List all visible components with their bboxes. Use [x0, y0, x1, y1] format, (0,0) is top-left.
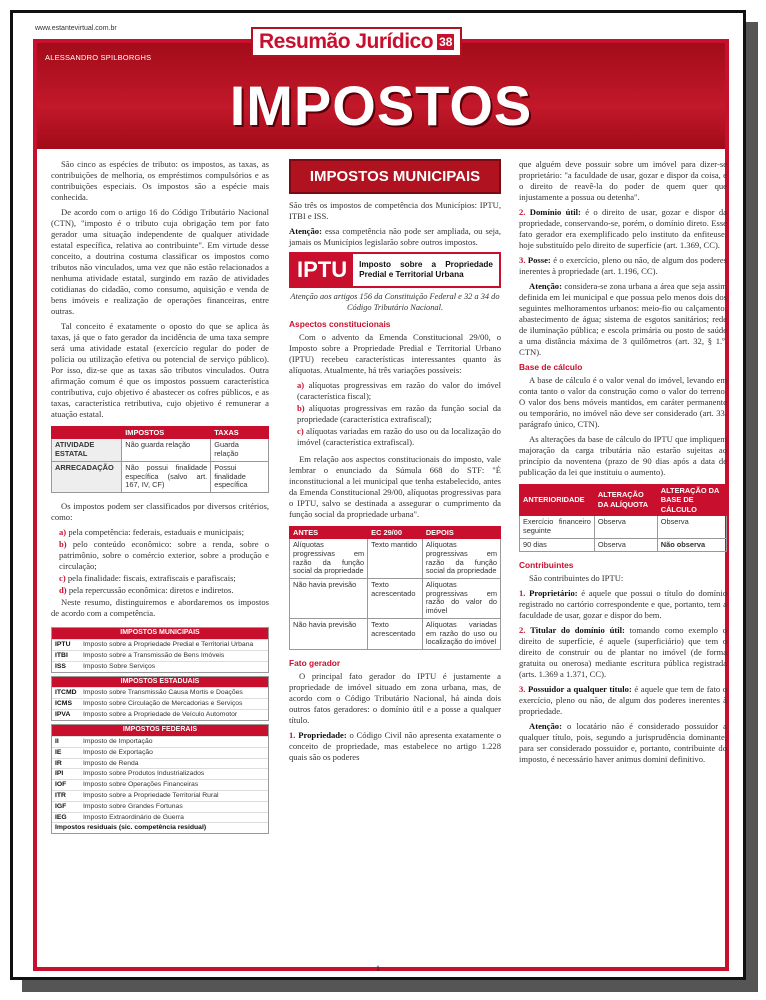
numbered-item: 3. Posse: é o exercício, pleno ou não, de algum dos poderes inerentes à propriedade (art. 1.196, CC). — [519, 255, 727, 276]
header-banner — [37, 30, 725, 149]
federal-taxes-box — [51, 724, 269, 834]
table-cell: Não observa — [657, 538, 726, 552]
aliquot-list — [289, 380, 501, 448]
summary-paragraph: Neste resumo, distinguiremos e abordaremos os impostos de acordo com a competência. — [51, 597, 269, 619]
box-title: IMPOSTOS FEDERAIS — [52, 725, 268, 736]
tax-row: IOF Imposto sobre Operações Financeiras — [52, 779, 268, 790]
series-number: 38 — [439, 35, 453, 49]
tax-row: II Imposto de Importação — [52, 736, 268, 747]
state-taxes-box — [51, 676, 269, 721]
tax-row: IE Imposto de Exportação — [52, 747, 268, 758]
numbered-item: 3. Possuidor a qualquer título: é aquele que tem de fato o exercício, pleno ou não, de algum dos poderes inerentes à propriedade. — [519, 684, 728, 717]
table-header — [52, 427, 122, 439]
anterioridade-table — [519, 484, 727, 553]
table-cell: Guarda relação — [211, 439, 269, 461]
table-cell: Alíquotas progressivas em razão da função social da propriedade — [422, 539, 500, 579]
subheading: Base de cálculo — [519, 362, 583, 372]
tax-row: ITCMD Imposto sobre Transmissão Causa Mortis e Doações — [52, 687, 268, 698]
table-header: ALTERAÇÃO DA BASE DE CÁLCULO — [657, 484, 726, 515]
table-cell: Observa — [594, 538, 657, 552]
list-item: d) pela repercussão econômica: diretos e indiretos. — [59, 585, 234, 596]
table-cell: Exercício financeiro seguinte — [520, 516, 595, 538]
municipal-taxes-box — [51, 627, 269, 672]
fato-gerador-paragraph: O principal fato gerador do IPTU é justamente a propriedade de imóvel situado em zona urbana, mas, de acordo com o Código Tributário Nacional, há ainda dois outros fatos geradores: o domínio útil e a posse a qualquer título. — [289, 670, 501, 725]
list-item: b) pelo conteúdo econômico: sobre a renda, sobre o patrimônio, sobre o comércio exterior, sobre a produção e circulação; — [59, 539, 269, 572]
list-item: b) alíquotas progressivas em razão da função social da propriedade (característica extrafiscal); — [297, 402, 501, 424]
tax-row: ITBI Imposto sobre a Transmissão de Bens Imóveis — [52, 650, 268, 661]
table-cell: ARRECADAÇÃO — [52, 461, 122, 492]
table-row — [290, 579, 501, 619]
intro-paragraph: São cinco as espécies de tributo: os impostos, as taxas, as contribuições de melhoria, os empréstimos compulsórios e as contribuições especiais. Os impostos são a espécie mais conhecida. — [51, 159, 269, 202]
contribuintes-paragraph: São contribuintes do IPTU: — [529, 573, 624, 584]
page-title: IMPOSTOS — [229, 74, 533, 137]
site-url: www.estantevirtual.com.br — [35, 25, 117, 32]
box-title: IMPOSTOS MUNICIPAIS — [52, 628, 268, 639]
series-name: Resumão Jurídico — [259, 30, 434, 53]
table-cell: 90 dias — [520, 538, 595, 552]
table-cell: Possui finalidade específica — [211, 461, 269, 492]
iptu-name: Imposto sobre a Propriedade Predial e Territorial Urbana — [359, 260, 493, 280]
sumula-paragraph: Em relação aos aspectos constitucionais do imposto, vale lembrar o enunciado da Súmula 668 do STF: "É inconstitucional a lei municipal que tenha estabelecido, antes da Emenda Constitucional 29/00, alíquotas progressivas para o IPTU, salvo se destinada a assegurar o cumprimento da função social da propriedade urbana". — [289, 453, 501, 519]
table-header: ALTERAÇÃO DA ALÍQUOTA — [594, 484, 657, 515]
list-item: a) alíquotas progressivas em razão do valor do imóvel (característica fiscal); — [297, 379, 502, 401]
page-number: 1 — [376, 964, 380, 973]
series-badge — [251, 27, 462, 57]
box-title: IMPOSTOS ESTADUAIS — [52, 677, 268, 688]
table-cell: Não havia previsão — [290, 579, 368, 619]
table-header: ANTES — [290, 526, 368, 538]
list-item: c) pela finalidade: fiscais, extrafiscais e parafiscais; — [59, 573, 236, 584]
table-cell: Texto mantido — [368, 539, 423, 579]
tax-row: IEG Imposto Extraordinário de Guerra — [52, 812, 268, 823]
tax-row: IGF Imposto sobre Grandes Fortunas — [52, 801, 268, 812]
table-header: ANTERIORIDADE — [520, 484, 595, 515]
table-cell: Alíquotas progressivas em razão da função social da propriedade — [290, 539, 368, 579]
numbered-item: 1. Proprietário: é aquele que possui o título do domínio registrado no cartório correspondente e que, portanto, tem a faculdade de usar, gozar e dispor do bem. — [519, 588, 727, 621]
table-cell: Texto acrescentado — [368, 579, 423, 619]
table-row — [520, 516, 727, 538]
table-header: IMPOSTOS — [122, 427, 211, 439]
numbered-item: 2. Titular do domínio útil: tomando como exemplo o direito de superfície, é aquele (superficiário) que tem o direito de construir ou de plantar no imóvel (de forma gratuita ou onerosa) mediante escritura pública registrada (arts. 1.369 a 1.371, CC). — [519, 625, 727, 680]
tax-row: ISS Imposto Sobre Serviços — [52, 661, 268, 672]
tax-row: IPTU Imposto sobre a Propriedade Predial e Territorial Urbana — [52, 639, 268, 650]
tax-row: Impostos residuais (sic. competência residual) — [52, 822, 268, 833]
classification-list — [51, 527, 269, 596]
table-cell: Não possui finalidade específica (salvo art. 167, IV, CF) — [122, 461, 211, 492]
table-row — [52, 461, 269, 492]
competence-paragraph: São três os impostos de competência dos Municípios: IPTU, ITBI e ISS. — [289, 200, 501, 222]
table-cell: Texto acrescentado — [368, 618, 423, 649]
column-3 — [519, 159, 727, 769]
iptu-code: IPTU — [291, 254, 353, 286]
section-banner: IMPOSTOS MUNICIPAIS — [289, 159, 501, 194]
list-item: a) pela competência: federais, estaduais e municipais; — [59, 527, 244, 538]
noventena-paragraph: As alterações da base de cálculo do IPTU que impliquem majoração da carga tributária não estarão sujeitas ao princípio da noventena (prazo de 90 dias após a data de publicação da lei que instituiu o aumento). — [519, 433, 727, 477]
table-row — [290, 618, 501, 649]
taxes-paragraph: Tal conceito é exatamente o oposto do que se aplica às taxas, já que o fato gerador da incidência de uma taxa sempre será uma atividade estatal (exercício regular do poder de polícia ou utilização efetiva ou potencial de serviço público). Por isso, diz-se que as taxas são tributos vinculados. Outra afirmação comum é que os impostos possuem característica contributiva, cujo objetivo é abastecer os cofres públicos, e as taxas, característica retributiva, cujo objetivo é remunerar a atuação estatal. — [51, 321, 269, 419]
document-sheet — [10, 10, 746, 980]
table-header: DEPOIS — [422, 526, 500, 538]
definition-paragraph: De acordo com o artigo 16 do Código Tributário Nacional (CTN), "imposto é o tributo cuja obrigação tem por fato gerador uma situação independente de qualquer atividade estatal específica, relativa ao contribuinte". Em virtude desse conceito, a doutrina costuma classificar os impostos como tributos não vinculados, uma vez que não estão relacionados a nenhuma atividade estatal, surgindo em razão de atividades cotidianas do cidadão, como consumo, aquisição e venda de bens imóveis e realização de operações financeiras, entre outras. — [51, 207, 269, 316]
subheading: Fato gerador — [289, 658, 341, 669]
column-1 — [51, 159, 269, 837]
legal-note: Atenção aos artigos 156 da Constituição Federal e 32 a 34 do Código Tributário Nacional. — [290, 292, 500, 313]
table-cell: Não guarda relação — [122, 439, 211, 461]
iptu-heading — [289, 252, 501, 288]
impostos-taxas-table — [51, 426, 269, 493]
attention-paragraph: Atenção: o locatário não é considerado possuidor a qualquer título, pois, segundo a jurisprudência dominante, para ser considerado possuidor e, portanto, contribuinte do imposto, é necessário haver animus domini definitivo. — [519, 721, 727, 765]
column-2 — [289, 159, 501, 767]
tax-row: IR Imposto de Renda — [52, 758, 268, 769]
attention-paragraph: Atenção: essa competência não pode ser ampliada, ou seja, jamais os Municípios legislarão sobre outros impostos. — [289, 226, 501, 248]
tax-row: ICMS Imposto sobre Circulação de Mercadorias e Serviços — [52, 698, 268, 709]
tax-row: IPVA Imposto sobre a Propriedade de Veículo Automotor — [52, 709, 268, 720]
numbered-item: 1. Propriedade: o Código Civil não apresenta exatamente o conceito de propriedade, mas estabelece no artigo 1.228 quais são os poderes — [289, 729, 502, 762]
continued-paragraph: que alguém deve possuir sobre um imóvel para dizer-se proprietário: "a faculdade de usar, gozar e dispor da coisa, e o direito de reavê-la do poder de quem quer que injustamente a possua ou detenha". — [519, 159, 727, 202]
numbered-item: 2. Domínio útil: é o direito de usar, gozar e dispor da propriedade, conservando-se, porém, o domínio direto. Esse fato gerador era exemplificado pelo instituto da enfiteuse, hoje substituído pelo direito de superfície (art. 1.369, CC). — [519, 207, 727, 250]
table-header: EC 29/00 — [368, 526, 423, 538]
tax-row: IPI Imposto sobre Produtos Industrializados — [52, 768, 268, 779]
attention-paragraph: Atenção: considera-se zona urbana a área que seja assim definida em lei municipal e que possua pelo menos dois dos seguintes melhoramentos urbanos: meio-fio ou calçamento; abastecimento de água; sistema de esgotos sanitários; rede de iluminação pública; e escola primária ou posto de saúde a uma distância máxima de 3 quilômetros (art. 32, § 1.º, CTN). — [519, 281, 727, 357]
table-row — [52, 439, 269, 461]
subheading: Aspectos constitucionais — [289, 318, 391, 329]
list-item: c) alíquotas variadas em razão do uso ou da localização do imóvel (característica extrafiscal). — [297, 425, 501, 447]
table-cell: ATIVIDADE ESTATAL — [52, 439, 122, 461]
table-header: TAXAS — [211, 427, 269, 439]
constitutional-paragraph: Com o advento da Emenda Constitucional 29/00, o Imposto sobre a Propriedade Predial e Territorial Urbano (IPTU) recebeu características interessantes quanto às alíquotas. Atualmente, há três variações possíveis: — [289, 331, 501, 375]
table-cell: Alíquotas variadas em razão do uso ou localização do imóvel — [422, 618, 500, 649]
tax-row: ITR Imposto sobre a Propriedade Territorial Rural — [52, 790, 268, 801]
table-cell: Observa — [657, 516, 726, 538]
table-row — [290, 539, 501, 579]
table-row — [520, 538, 727, 552]
author-name: ALESSANDRO SPILBORGHS — [45, 53, 152, 62]
table-cell: Observa — [594, 516, 657, 538]
table-cell: Alíquotas progressivas em razão do valor do imóvel — [422, 579, 500, 619]
classification-paragraph: Os impostos podem ser classificados por diversos critérios, como: — [51, 501, 269, 523]
subheading: Contribuintes — [519, 560, 574, 571]
ec29-table — [289, 526, 501, 651]
table-cell: Não havia previsão — [290, 618, 368, 649]
base-calculo-paragraph: A base de cálculo é o valor venal do imóvel, levando em conta tanto o valor da construção como o valor do terreno. O valor dos bens móveis mantidos, em caráter permanente ou temporário, no imóvel não deve ser considerado (art. 33, parágrafo único, CTN). — [519, 374, 727, 429]
